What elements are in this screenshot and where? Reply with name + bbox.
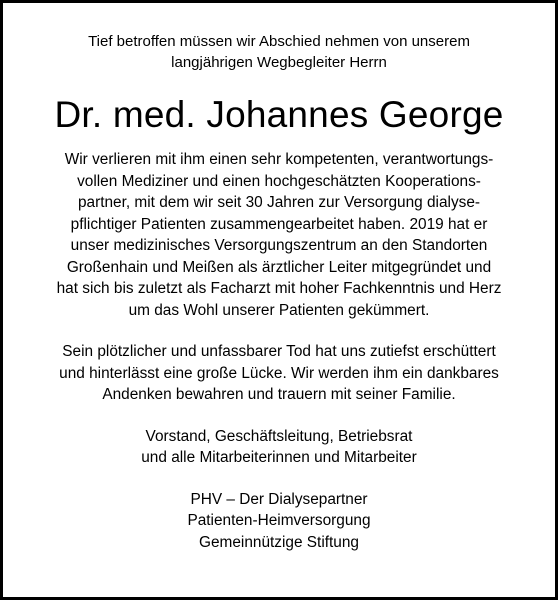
condolence-paragraph xyxy=(17,341,541,406)
intro-line: Tief betroffen müssen wir Abschied nehmen von unserem xyxy=(88,33,470,50)
deceased-name: Dr. med. Johannes George xyxy=(54,94,504,135)
intro-line: langjährigen Wegbegleiter Herrn xyxy=(171,54,387,71)
paragraph-line: und hinterlässt eine große Lücke. Wir werden ihm ein dankbares xyxy=(59,364,499,382)
paragraph-line: Andenken bewahren und trauern mit seiner Familie. xyxy=(102,386,456,403)
paragraph-line: Sein plötzlicher und unfassbarer Tod hat uns zutiefst erschüttert xyxy=(62,343,496,360)
paragraph-line: pflichtiger Patienten zusammengearbeitet haben. 2019 hat er xyxy=(70,215,488,233)
organization-line: PHV – Der Dialysepartner xyxy=(190,490,368,508)
signer-line: Vorstand, Geschäftsleitung, Betriebsrat xyxy=(145,427,413,445)
intro-text xyxy=(17,31,541,73)
paragraph-line: hat sich bis zuletzt als Facharzt mit hoher Fachkenntnis und Herz xyxy=(56,280,502,297)
paragraph-line: Großenhain und Meißen als ärztlicher Leiter mitgegründet und xyxy=(66,258,492,276)
organization-line: Patienten-Heimversorgung xyxy=(187,512,371,529)
organization-line: Gemeinnützige Stiftung xyxy=(199,533,359,551)
paragraph-line: unser medizinisches Versorgungszentrum an den Standorten xyxy=(70,237,488,254)
paragraph-line: vollen Mediziner und einen hochgeschätzten Kooperations- xyxy=(77,172,481,190)
organization-block xyxy=(17,489,541,554)
paragraph-line: partner, mit dem wir seit 30 Jahren zur Versorgung dialyse- xyxy=(77,194,481,211)
signers-block xyxy=(17,426,541,469)
paragraph-line: Wir verlieren mit ihm einen sehr kompetenten, verantwortungs- xyxy=(64,151,494,168)
paragraph-line: um das Wohl unserer Patienten gekümmert. xyxy=(128,301,430,319)
signer-line: und alle Mitarbeiterinnen und Mitarbeiter xyxy=(141,449,417,466)
tribute-paragraph xyxy=(17,149,541,321)
